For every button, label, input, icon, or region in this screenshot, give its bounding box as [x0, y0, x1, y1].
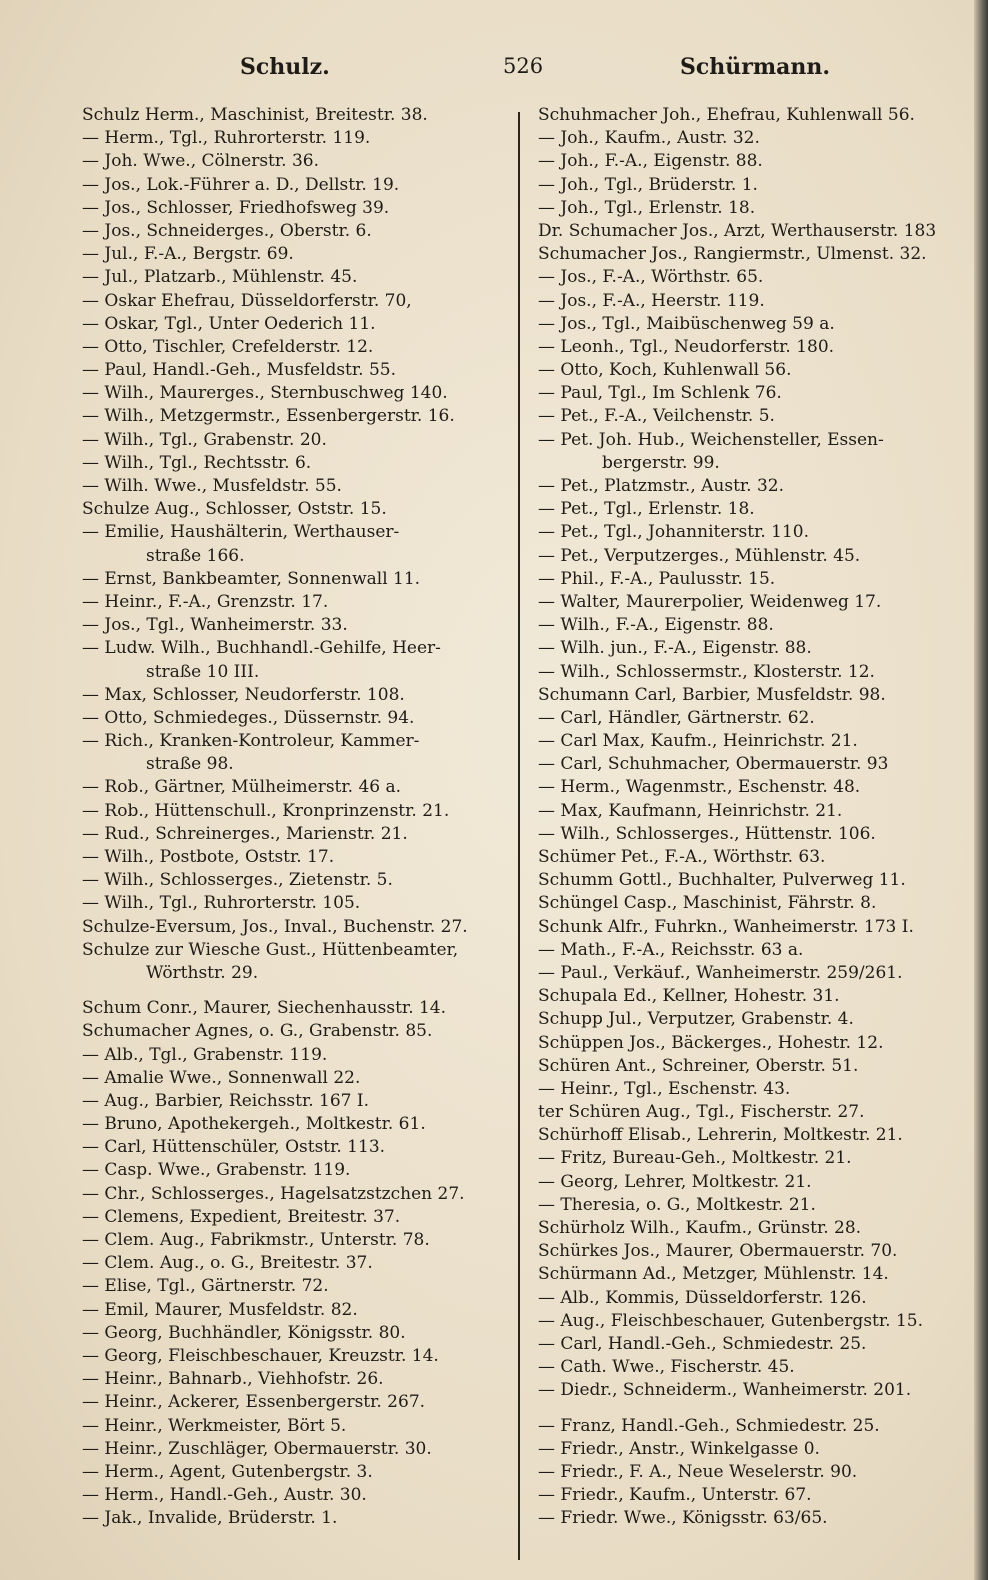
directory-entry: — Rud., Schreinerges., Marienstr. 21.: [82, 823, 408, 844]
directory-entry: Schulze-Eversum, Jos., Inval., Buchenstr. 27.: [82, 916, 468, 937]
directory-entry: — Oskar Ehefrau, Düsseldorferstr. 70,: [82, 290, 412, 311]
directory-entry: — Oskar, Tgl., Unter Oederich 11.: [82, 313, 376, 334]
directory-entry: — Max, Schlosser, Neudorferstr. 108.: [82, 684, 405, 705]
directory-entry: — Ludw. Wilh., Buchhandl.-Gehilfe, Heer-: [82, 638, 441, 659]
directory-entry: Schürhoff Elisab., Lehrerin, Moltkestr. 21.: [538, 1125, 903, 1146]
directory-entry: — Wilh. jun., F.-A., Eigenstr. 88.: [538, 638, 812, 659]
directory-entry: — Phil., F.-A., Paulusstr. 15.: [538, 568, 776, 589]
directory-entry: — Rob., Hüttenschull., Kronprinzenstr. 21.: [82, 800, 450, 821]
directory-entry: Dr. Schumacher Jos., Arzt, Werthauserstr. 183: [538, 220, 937, 241]
directory-entry: — Pet., Tgl., Erlenstr. 18.: [538, 499, 755, 520]
directory-entry: — Otto, Schmiedeges., Düssernstr. 94.: [82, 707, 415, 728]
directory-entry: — Aug., Barbier, Reichsstr. 167 I.: [82, 1090, 370, 1111]
directory-entry: — Casp. Wwe., Grabenstr. 119.: [82, 1160, 351, 1181]
directory-entry: ter Schüren Aug., Tgl., Fischerstr. 27.: [538, 1102, 865, 1123]
directory-entry: — Jos., F.-A., Wörthstr. 65.: [538, 267, 764, 288]
directory-entry: — Pet., Platzmstr., Austr. 32.: [538, 476, 785, 496]
directory-entry: Schumacher Jos., Rangiermstr., Ulmenst. 32.: [538, 244, 927, 265]
directory-entry: Schumm Gottl., Buchhalter, Pulverweg 11.: [538, 870, 906, 891]
directory-entry: — Heinr., F.-A., Grenzstr. 17.: [82, 591, 329, 612]
directory-entry: — Heinr., Zuschläger, Obermauerstr. 30.: [82, 1438, 432, 1459]
directory-entry: — Heinr., Tgl., Eschenstr. 43.: [538, 1078, 791, 1099]
page-header: [0, 54, 988, 88]
directory-entry: — Paul., Verkäuf., Wanheimerstr. 259/261.: [538, 962, 903, 983]
directory-entry: — Joh., Tgl., Erlenstr. 18.: [538, 197, 756, 218]
directory-entry: — Herm., Tgl., Ruhrorterstr. 119.: [82, 128, 371, 149]
directory-entry: Wörthstr. 29.: [146, 962, 259, 983]
directory-entry: — Wilh., F.-A., Eigenstr. 88.: [538, 615, 774, 636]
directory-entry: — Jos., Lok.-Führer a. D., Dellstr. 19.: [82, 174, 400, 195]
directory-entry: Schürkes Jos., Maurer, Obermauerstr. 70.: [538, 1241, 898, 1262]
directory-entry: — Ernst, Bankbeamter, Sonnenwall 11.: [82, 568, 421, 589]
directory-entry: — Wilh., Maurerges., Sternbuschweg 140.: [82, 383, 448, 404]
directory-entry: — Pet., F.-A., Veilchenstr. 5.: [538, 406, 775, 427]
directory-entry: Schumacher Agnes, o. G., Grabenstr. 85.: [82, 1021, 433, 1042]
directory-entry: — Rob., Gärtner, Mülheimerstr. 46 a.: [82, 777, 402, 798]
directory-entry: — Friedr., Anstr., Winkelgasse 0.: [538, 1438, 820, 1459]
directory-entry: — Wilh. Wwe., Musfeldstr. 55.: [82, 476, 342, 496]
directory-entry: Schulz Herm., Maschinist, Breitestr. 38.: [82, 105, 428, 125]
directory-entry: — Emilie, Haushälterin, Werthauser-: [82, 522, 400, 543]
directory-entry: straße 98.: [146, 754, 234, 775]
directory-entry: — Joh., Tgl., Brüderstr. 1.: [538, 174, 758, 195]
directory-entry: Schüppen Jos., Bäckerges., Hohestr. 12.: [538, 1032, 884, 1053]
directory-entry: — Alb., Tgl., Grabenstr. 119.: [82, 1044, 328, 1065]
directory-entry: — Pet. Joh. Hub., Weichensteller, Essen-: [538, 429, 884, 450]
directory-entry: — Heinr., Ackerer, Essenbergerstr. 267.: [82, 1392, 426, 1413]
directory-entry: — Otto, Tischler, Crefelderstr. 12.: [82, 336, 374, 357]
directory-entry: Schum Conr., Maurer, Siechenhausstr. 14.: [82, 998, 447, 1019]
directory-entry: — Wilh., Tgl., Rechtsstr. 6.: [82, 452, 312, 473]
directory-entry: — Jos., Schlosser, Friedhofsweg 39.: [82, 197, 390, 218]
directory-entry: Schüren Ant., Schreiner, Oberstr. 51.: [538, 1055, 859, 1076]
directory-entry: — Friedr., Kaufm., Unterstr. 67.: [538, 1485, 812, 1506]
directory-entry: — Cath. Wwe., Fischerstr. 45.: [538, 1357, 795, 1378]
directory-entry: — Theresia, o. G., Moltkestr. 21.: [538, 1194, 816, 1215]
directory-entry: — Emil, Maurer, Musfeldstr. 82.: [82, 1299, 358, 1320]
directory-entry: — Amalie Wwe., Sonnenwall 22.: [82, 1067, 361, 1088]
directory-entry: — Max, Kaufmann, Heinrichstr. 21.: [538, 800, 843, 821]
directory-entry: — Jos., F.-A., Heerstr. 119.: [538, 290, 765, 311]
directory-entry: — Otto, Koch, Kuhlenwall 56.: [538, 360, 792, 381]
directory-entry: Schürmann Ad., Metzger, Mühlenstr. 14.: [538, 1264, 889, 1285]
directory-entry: Schuhmacher Joh., Ehefrau, Kuhlenwall 56.: [538, 105, 915, 125]
directory-entry: Schürholz Wilh., Kaufm., Grünstr. 28.: [538, 1218, 862, 1238]
directory-entry: — Joh. Wwe., Cölnerstr. 36.: [82, 151, 319, 172]
directory-entry: Schupala Ed., Kellner, Hohestr. 31.: [538, 986, 840, 1007]
directory-entry: — Walter, Maurerpolier, Weidenweg 17.: [538, 591, 882, 612]
directory-entry: straße 166.: [146, 545, 245, 566]
directory-entry: — Wilh., Postbote, Oststr. 17.: [82, 847, 335, 867]
directory-entry: — Joh., F.-A., Eigenstr. 88.: [538, 151, 763, 172]
directory-entry: — Pet., Tgl., Johanniterstr. 110.: [538, 522, 810, 543]
directory-entry: — Jul., F.-A., Bergstr. 69.: [82, 244, 294, 265]
directory-entry: Schulze Aug., Schlosser, Oststr. 15.: [82, 499, 387, 520]
directory-entry: — Wilh., Schlosserges., Zietenstr. 5.: [82, 870, 393, 891]
directory-entry: — Herm., Agent, Gutenbergstr. 3.: [82, 1461, 373, 1482]
directory-entry: — Franz, Handl.-Geh., Schmiedestr. 25.: [538, 1415, 880, 1436]
directory-entry: — Wilh., Schlosserges., Hüttenstr. 106.: [538, 823, 876, 844]
left-column: [82, 104, 506, 1530]
directory-entry: — Math., F.-A., Reichsstr. 63 a.: [538, 939, 804, 960]
book-spine-shadow: [974, 0, 988, 1580]
directory-entry: — Carl, Hüttenschüler, Oststr. 113.: [82, 1137, 386, 1158]
directory-entry: — Pet., Verputzerges., Mühlenstr. 45.: [538, 545, 861, 566]
directory-entry: — Herm., Handl.-Geh., Austr. 30.: [82, 1485, 367, 1506]
directory-entry: — Georg, Fleischbeschauer, Kreuzstr. 14.: [82, 1345, 439, 1366]
directory-entry: Schümer Pet., F.-A., Wörthstr. 63.: [538, 847, 826, 867]
directory-entry: — Wilh., Metzgermstr., Essenbergerstr. 16.: [82, 406, 455, 427]
directory-entry: — Friedr. Wwe., Königsstr. 63/65.: [538, 1508, 828, 1529]
directory-entry: — Paul, Tgl., Im Schlenk 76.: [538, 383, 782, 404]
directory-entry: — Jul., Platzarb., Mühlenstr. 45.: [82, 267, 358, 288]
directory-entry: — Friedr., F. A., Neue Weselerstr. 90.: [538, 1461, 858, 1482]
directory-entry: — Elise, Tgl., Gärtnerstr. 72.: [82, 1276, 329, 1297]
directory-entry: — Wilh., Tgl., Grabenstr. 20.: [82, 429, 327, 450]
directory-entry: — Diedr., Schneiderm., Wanheimerstr. 201.: [538, 1380, 912, 1401]
directory-entry: — Carl Max, Kaufm., Heinrichstr. 21.: [538, 731, 858, 752]
column-divider: [518, 112, 520, 1560]
directory-entry: Schulze zur Wiesche Gust., Hüttenbeamter,: [82, 939, 459, 960]
directory-entry: — Herm., Wagenmstr., Eschenstr. 48.: [538, 777, 861, 798]
directory-entry: — Carl, Handl.-Geh., Schmiedestr. 25.: [538, 1333, 867, 1354]
directory-entry: — Heinr., Werkmeister, Bört 5.: [82, 1415, 347, 1436]
directory-entry: — Fritz, Bureau-Geh., Moltkestr. 21.: [538, 1148, 852, 1169]
directory-entry: — Chr., Schlosserges., Hagelsatzstzchen 27.: [82, 1183, 465, 1204]
directory-entry: — Georg, Buchhändler, Königsstr. 80.: [82, 1322, 406, 1343]
right-column: [538, 104, 970, 1530]
directory-entry: — Clemens, Expedient, Breitestr. 37.: [82, 1206, 401, 1227]
directory-entry: — Alb., Kommis, Düsseldorferstr. 126.: [538, 1287, 867, 1308]
directory-entry: — Jos., Tgl., Wanheimerstr. 33.: [82, 615, 348, 636]
directory-entry: — Aug., Fleischbeschauer, Gutenbergstr. 15.: [538, 1310, 923, 1331]
directory-entry: Schüngel Casp., Maschinist, Fährstr. 8.: [538, 893, 877, 914]
directory-entry: — Clem. Aug., o. G., Breitestr. 37.: [82, 1253, 373, 1274]
directory-entry: straße 10 III.: [146, 661, 260, 682]
directory-entry: — Leonh., Tgl., Neudorferstr. 180.: [538, 336, 835, 357]
directory-entry: — Wilh., Tgl., Ruhrorterstr. 105.: [82, 893, 361, 914]
directory-entry: — Paul, Handl.-Geh., Musfeldstr. 55.: [82, 360, 396, 381]
page-number: 526: [503, 54, 544, 78]
directory-entry: — Jos., Tgl., Maibüschenweg 59 a.: [538, 313, 835, 334]
header-left-name: Schulz.: [240, 54, 330, 80]
directory-entry: Schunk Alfr., Fuhrkn., Wanheimerstr. 173 I.: [538, 916, 914, 937]
directory-entry: — Rich., Kranken-Kontroleur, Kammer-: [82, 731, 420, 752]
header-right-name: Schürmann.: [680, 54, 831, 80]
directory-entry: Schumann Carl, Barbier, Musfeldstr. 98.: [538, 684, 886, 705]
directory-entry: — Heinr., Bahnarb., Viehhofstr. 26.: [82, 1369, 384, 1390]
directory-entry: — Joh., Kaufm., Austr. 32.: [538, 128, 760, 149]
directory-entry: bergerstr. 99.: [602, 452, 720, 473]
directory-entry: Schupp Jul., Verputzer, Grabenstr. 4.: [538, 1009, 854, 1030]
directory-entry: — Wilh., Schlossermstr., Klosterstr. 12.: [538, 661, 875, 682]
directory-entry: — Carl, Schuhmacher, Obermauerstr. 93: [538, 754, 889, 775]
directory-entry: — Carl, Händler, Gärtnerstr. 62.: [538, 707, 815, 728]
directory-entry: — Jak., Invalide, Brüderstr. 1.: [82, 1508, 338, 1529]
directory-entry: — Jos., Schneiderges., Oberstr. 6.: [82, 220, 372, 241]
directory-entry: — Georg, Lehrer, Moltkestr. 21.: [538, 1171, 812, 1192]
directory-entry: — Bruno, Apothekergeh., Moltkestr. 61.: [82, 1114, 426, 1135]
directory-entry: — Clem. Aug., Fabrikmstr., Unterstr. 78.: [82, 1230, 430, 1250]
